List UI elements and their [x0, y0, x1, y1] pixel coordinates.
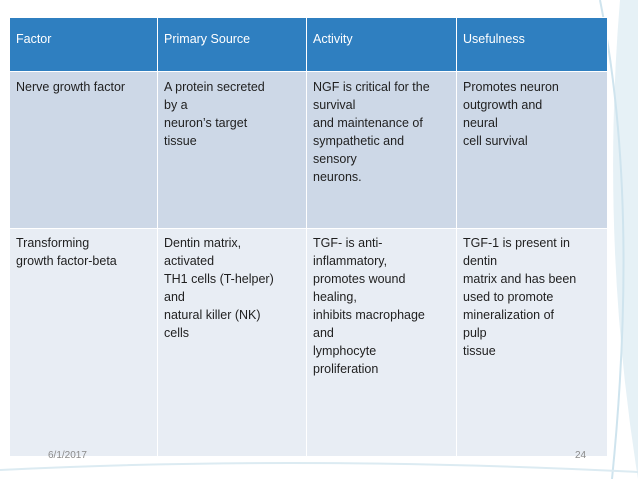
- cell-primary-source: A protein secreted by a neuron’s target tissue: [158, 72, 307, 229]
- cell-factor: Nerve growth factor: [10, 72, 158, 229]
- table-row: [10, 229, 608, 457]
- cell-primary-source: Dentin matrix, activated TH1 cells (T-helper) and natural killer (NK) cells: [158, 229, 307, 457]
- cell-usefulness: Promotes neuron outgrowth and neural cell survival: [457, 72, 608, 229]
- header-activity: Activity: [307, 18, 457, 72]
- header-primary-source: Primary Source: [158, 18, 307, 72]
- table-header-row: [10, 18, 608, 72]
- cell-activity: NGF is critical for the survival and maintenance of sympathetic and sensory neurons.: [307, 72, 457, 229]
- cell-factor: Transforming growth factor-beta: [10, 229, 158, 457]
- header-factor: Factor: [10, 18, 158, 72]
- footer-date: 6/1/2017: [48, 450, 87, 461]
- page-number: 24: [575, 450, 587, 461]
- table-row: [10, 72, 608, 229]
- cell-activity: TGF- is anti- inflammatory, promotes wound healing, inhibits macrophage and lymphocyte proliferation: [307, 229, 457, 457]
- header-usefulness: Usefulness: [457, 18, 608, 72]
- growth-factor-table: [9, 17, 608, 457]
- cell-usefulness: TGF-1 is present in dentin matrix and has been used to promote mineralization of pulp tissue: [457, 229, 608, 457]
